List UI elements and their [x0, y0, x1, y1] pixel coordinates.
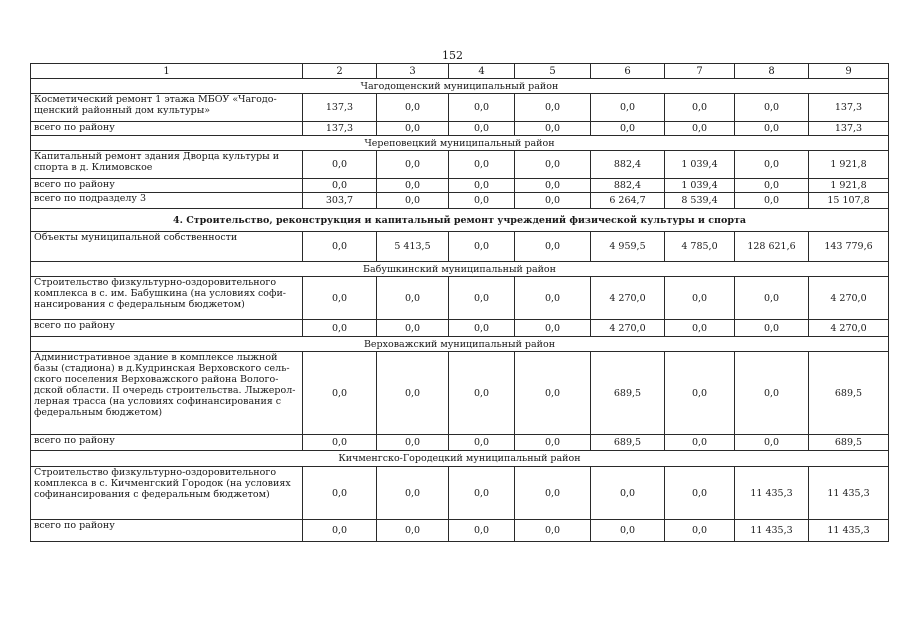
value-cell: 0,0 [303, 179, 377, 193]
value-cell: 0,0 [449, 352, 515, 435]
value-cell: 0,0 [665, 352, 735, 435]
column-header-row [31, 64, 889, 79]
section-row [31, 451, 889, 467]
row-label: Капитальный ремонт здания Дворца культуры и спорта в д. Климовское [31, 151, 303, 179]
value-cell: 0,0 [449, 520, 515, 542]
value-cell: 1 039,4 [665, 151, 735, 179]
value-cell: 11 435,3 [809, 520, 889, 542]
value-cell: 6 264,7 [591, 193, 665, 209]
section-title: 4. Строительство, реконструкция и капитальный ремонт учреждений физической культуры и спорта [31, 209, 889, 232]
row-label: всего по району [31, 320, 303, 337]
table-row [31, 435, 889, 451]
table-row [31, 151, 889, 179]
value-cell: 0,0 [515, 320, 591, 337]
value-cell: 0,0 [515, 232, 591, 262]
value-cell: 0,0 [735, 179, 809, 193]
value-cell: 0,0 [377, 352, 449, 435]
value-cell: 689,5 [591, 435, 665, 451]
value-cell: 15 107,8 [809, 193, 889, 209]
value-cell: 0,0 [665, 94, 735, 122]
value-cell: 0,0 [449, 94, 515, 122]
value-cell: 137,3 [303, 94, 377, 122]
row-label: всего по подразделу 3 [31, 193, 303, 209]
value-cell: 689,5 [591, 352, 665, 435]
value-cell: 0,0 [735, 122, 809, 136]
value-cell: 0,0 [303, 520, 377, 542]
value-cell: 0,0 [449, 179, 515, 193]
value-cell: 143 779,6 [809, 232, 889, 262]
value-cell: 0,0 [591, 122, 665, 136]
value-cell: 0,0 [449, 435, 515, 451]
value-cell: 0,0 [449, 320, 515, 337]
value-cell: 1 921,8 [809, 179, 889, 193]
value-cell: 0,0 [591, 467, 665, 520]
value-cell: 11 435,3 [735, 520, 809, 542]
value-cell: 0,0 [377, 122, 449, 136]
value-cell: 0,0 [665, 122, 735, 136]
section-row [31, 209, 889, 232]
value-cell: 0,0 [515, 277, 591, 320]
value-cell: 303,7 [303, 193, 377, 209]
column-header: 7 [665, 64, 735, 79]
value-cell: 0,0 [515, 435, 591, 451]
value-cell: 0,0 [515, 122, 591, 136]
column-header: 3 [377, 64, 449, 79]
table-row [31, 179, 889, 193]
value-cell: 0,0 [591, 520, 665, 542]
row-label: всего по району [31, 435, 303, 451]
value-cell: 0,0 [449, 122, 515, 136]
value-cell: 0,0 [515, 352, 591, 435]
value-cell: 0,0 [665, 435, 735, 451]
column-header: 5 [515, 64, 591, 79]
value-cell: 5 413,5 [377, 232, 449, 262]
value-cell: 0,0 [377, 193, 449, 209]
value-cell: 0,0 [377, 435, 449, 451]
value-cell: 11 435,3 [735, 467, 809, 520]
value-cell: 128 621,6 [735, 232, 809, 262]
column-header: 1 [31, 64, 303, 79]
budget-table [30, 63, 889, 542]
value-cell: 0,0 [303, 352, 377, 435]
value-cell: 0,0 [515, 94, 591, 122]
value-cell: 0,0 [515, 151, 591, 179]
value-cell: 4 270,0 [809, 320, 889, 337]
value-cell: 0,0 [449, 151, 515, 179]
section-row [31, 79, 889, 94]
section-title: Верховажский муниципальный район [31, 337, 889, 352]
value-cell: 0,0 [515, 467, 591, 520]
value-cell: 137,3 [809, 122, 889, 136]
row-label: Косметический ремонт 1 этажа МБОУ «Чагодо-щенский районный дом культуры» [31, 94, 303, 122]
value-cell: 0,0 [449, 467, 515, 520]
value-cell: 0,0 [515, 193, 591, 209]
table-row [31, 94, 889, 122]
value-cell: 0,0 [377, 151, 449, 179]
value-cell: 0,0 [449, 232, 515, 262]
row-label: Строительство физкультурно-оздоровительного комплекса в с. Кичменгский Городок (на условиях софинансирования с федеральным бюджетом) [31, 467, 303, 520]
value-cell: 882,4 [591, 179, 665, 193]
column-header: 6 [591, 64, 665, 79]
value-cell: 0,0 [377, 520, 449, 542]
value-cell: 0,0 [735, 352, 809, 435]
row-label: Объекты муниципальной собственности [31, 232, 303, 262]
value-cell: 0,0 [303, 277, 377, 320]
value-cell: 4 959,5 [591, 232, 665, 262]
table-row [31, 467, 889, 520]
column-header: 4 [449, 64, 515, 79]
value-cell: 0,0 [735, 193, 809, 209]
table-row [31, 352, 889, 435]
value-cell: 0,0 [303, 320, 377, 337]
value-cell: 0,0 [665, 320, 735, 337]
section-row [31, 337, 889, 352]
value-cell: 137,3 [809, 94, 889, 122]
section-title: Бабушкинский муниципальный район [31, 262, 889, 277]
table-row [31, 232, 889, 262]
value-cell: 882,4 [591, 151, 665, 179]
section-row [31, 262, 889, 277]
table-row [31, 122, 889, 136]
value-cell: 689,5 [809, 435, 889, 451]
table-row [31, 277, 889, 320]
value-cell: 0,0 [515, 179, 591, 193]
value-cell: 0,0 [735, 320, 809, 337]
row-label: всего по району [31, 179, 303, 193]
value-cell: 0,0 [303, 467, 377, 520]
value-cell: 4 270,0 [591, 277, 665, 320]
row-label: Строительство физкультурно-оздоровительного комплекса в с. им. Бабушкина (на условиях софи-нансирования с федеральным бюджетом) [31, 277, 303, 320]
value-cell: 0,0 [303, 435, 377, 451]
value-cell: 0,0 [303, 232, 377, 262]
value-cell: 1 039,4 [665, 179, 735, 193]
section-title: Череповецкий муниципальный район [31, 136, 889, 151]
value-cell: 0,0 [449, 193, 515, 209]
value-cell: 0,0 [735, 435, 809, 451]
value-cell: 0,0 [735, 277, 809, 320]
row-label: всего по району [31, 122, 303, 136]
value-cell: 0,0 [665, 277, 735, 320]
column-header: 8 [735, 64, 809, 79]
section-row [31, 136, 889, 151]
table-row [31, 320, 889, 337]
value-cell: 0,0 [377, 277, 449, 320]
value-cell: 0,0 [665, 467, 735, 520]
value-cell: 4 785,0 [665, 232, 735, 262]
table-row [31, 520, 889, 542]
row-label: Административное здание в комплексе лыжной базы (стадиона) в д.Кудринская Верховского сель-ского поселения Верховажского района Волого-дской области. II очередь строительства. Лыжерол-лерная трасса (на условиях софинансирования с федеральным бюджетом) [31, 352, 303, 435]
value-cell: 8 539,4 [665, 193, 735, 209]
value-cell: 11 435,3 [809, 467, 889, 520]
column-header: 2 [303, 64, 377, 79]
section-title: Чагодощенский муниципальный район [31, 79, 889, 94]
page-number: 152 [442, 49, 463, 62]
value-cell: 0,0 [515, 520, 591, 542]
value-cell: 0,0 [449, 277, 515, 320]
value-cell: 4 270,0 [809, 277, 889, 320]
value-cell: 0,0 [735, 151, 809, 179]
value-cell: 0,0 [303, 151, 377, 179]
value-cell: 689,5 [809, 352, 889, 435]
row-label: всего по району [31, 520, 303, 542]
value-cell: 4 270,0 [591, 320, 665, 337]
column-header: 9 [809, 64, 889, 79]
value-cell: 0,0 [377, 320, 449, 337]
value-cell: 0,0 [377, 94, 449, 122]
value-cell: 0,0 [377, 179, 449, 193]
section-title: Кичменгско-Городецкий муниципальный район [31, 451, 889, 467]
value-cell: 0,0 [665, 520, 735, 542]
value-cell: 1 921,8 [809, 151, 889, 179]
table-row [31, 193, 889, 209]
value-cell: 0,0 [377, 467, 449, 520]
value-cell: 0,0 [735, 94, 809, 122]
value-cell: 0,0 [591, 94, 665, 122]
value-cell: 137,3 [303, 122, 377, 136]
